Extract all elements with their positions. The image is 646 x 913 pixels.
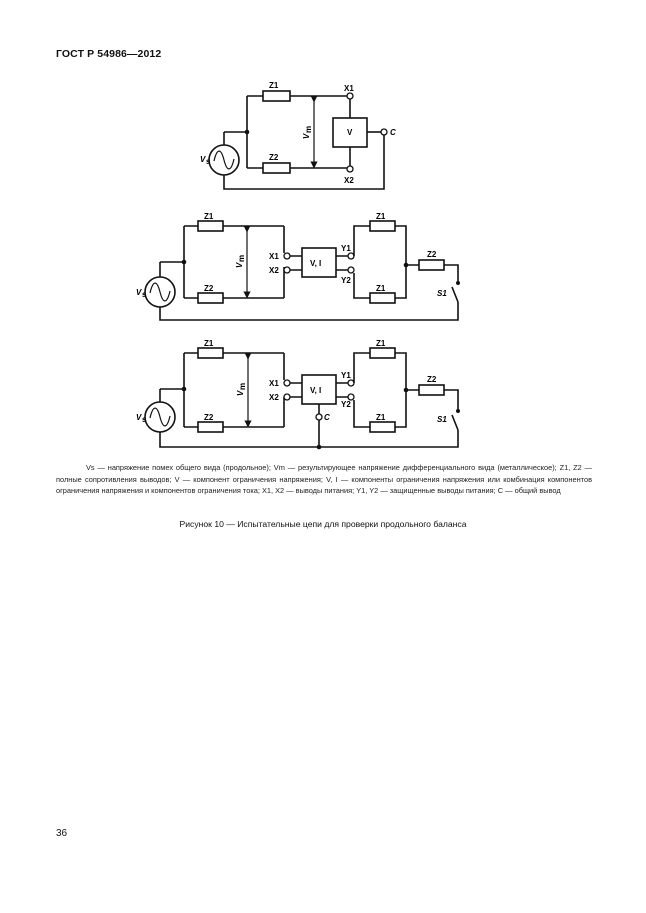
terminal-x1 [284, 253, 290, 259]
label-x1: X1 [269, 252, 279, 261]
label-x2: X2 [344, 176, 354, 185]
impedance-z1-right [370, 221, 395, 231]
label-vm-sub: m [238, 382, 247, 390]
label-x2: X2 [269, 393, 279, 402]
label-vs-sub: s [206, 157, 211, 166]
label-s1: S1 [437, 289, 447, 298]
impedance-z1-right [370, 348, 395, 358]
impedance-z2 [263, 163, 290, 173]
label-z2: Z2 [269, 153, 279, 162]
label-vi: V, I [310, 259, 322, 268]
terminal-x1 [284, 380, 290, 386]
figure-caption: Рисунок 10 — Испытательные цепи для проверки продольного баланса [179, 519, 467, 529]
label-z1: Z1 [269, 81, 279, 90]
impedance-z1 [263, 91, 290, 101]
terminal-c [381, 129, 387, 135]
label-z2-right: Z2 [427, 250, 437, 259]
label-vs: V [200, 155, 206, 164]
impedance-z1 [198, 221, 223, 231]
label-y1: Y1 [341, 244, 351, 253]
terminal-y1 [348, 253, 354, 259]
label-vs: V [136, 413, 142, 422]
circuit-1 [209, 91, 387, 189]
label-vs-sub: s [142, 290, 147, 299]
switch-s1 [452, 287, 458, 302]
label-vi: V, I [310, 386, 322, 395]
circuit-2 [145, 221, 460, 320]
label-z2: Z2 [204, 284, 214, 293]
label-z1-right: Z1 [376, 339, 386, 348]
label-x1: X1 [344, 84, 354, 93]
label-x2: X2 [269, 266, 279, 275]
terminal-x1 [347, 93, 353, 99]
label-vm-sub: m [237, 254, 246, 262]
label-z1: Z1 [204, 339, 214, 348]
switch-s1 [452, 415, 458, 430]
label-vs: V [136, 288, 142, 297]
impedance-z1-right-bottom [370, 293, 395, 303]
terminal-x2 [284, 394, 290, 400]
terminal-x2 [347, 166, 353, 172]
label-s1: S1 [437, 415, 447, 424]
label-c: C [390, 128, 396, 137]
label-vm: V [302, 133, 311, 139]
legend-text: Vs — напряжение помех общего вида (продольное); Vm — результирующее напряжение дифференциального вида (металлическое); Z1, Z2 — полные сопротивления выводов; V — компонент ограничения напряжения; V, I — компоненты ограничения напряжения или комбинация компонентов ограничения напряжения и компонентов ограничения тока; X1, X2 — выводы питания; Y1, Y2 — защищенные выводы питания; C — общий вывод [56, 463, 592, 496]
page-number: 36 [56, 828, 68, 839]
impedance-z2 [198, 422, 223, 432]
impedance-z1 [198, 348, 223, 358]
impedance-z1-right-bottom [370, 422, 395, 432]
label-z1-right-bottom: Z1 [376, 284, 386, 293]
terminal-y1 [348, 380, 354, 386]
label-z2-right: Z2 [427, 375, 437, 384]
label-c: C [324, 413, 330, 422]
label-z1-right-bottom: Z1 [376, 413, 386, 422]
label-vm-sub: m [304, 125, 313, 133]
terminal-y2 [348, 267, 354, 273]
impedance-z2-right [419, 260, 444, 270]
impedance-z2-right [419, 385, 444, 395]
label-z2: Z2 [204, 413, 214, 422]
label-x1: X1 [269, 379, 279, 388]
label-vs-sub: s [142, 415, 147, 424]
label-vm: V [236, 390, 245, 396]
circuit-3 [145, 348, 460, 449]
figure-legend-note [56, 462, 592, 497]
label-y2: Y2 [341, 276, 351, 285]
label-v: V [347, 128, 353, 137]
terminal-x2 [284, 267, 290, 273]
impedance-z2 [198, 293, 223, 303]
label-y2: Y2 [341, 400, 351, 409]
label-vm: V [235, 262, 244, 268]
document-header: ГОСТ Р 54986—2012 [56, 48, 162, 60]
circuit-3-labels [136, 339, 447, 424]
label-y1: Y1 [341, 371, 351, 380]
label-z1-right: Z1 [376, 212, 386, 221]
label-z1: Z1 [204, 212, 214, 221]
terminal-c [316, 414, 322, 420]
